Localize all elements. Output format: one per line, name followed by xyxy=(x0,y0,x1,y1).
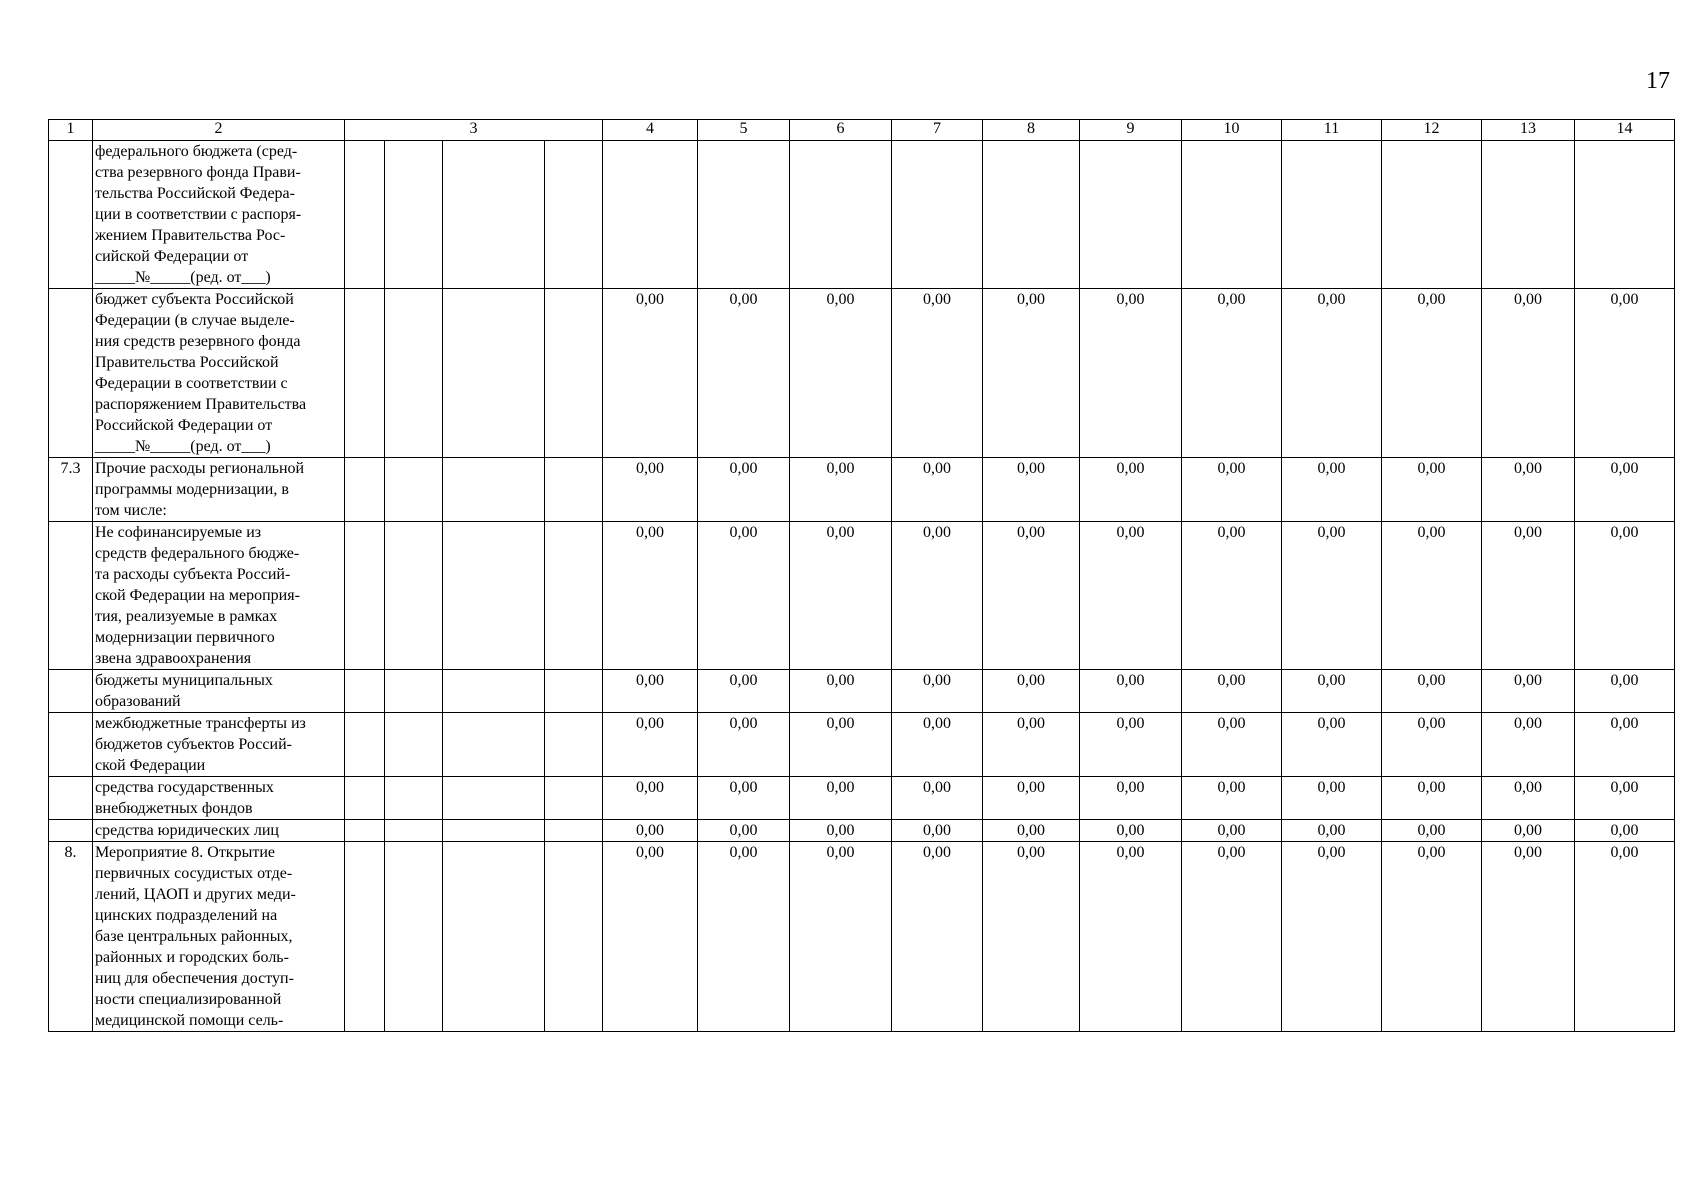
col3-subcell xyxy=(443,713,545,777)
value-cell: 0,00 xyxy=(1282,713,1382,777)
value-cell: 0,00 xyxy=(790,670,892,713)
description-line: распоряжением Правительства xyxy=(95,396,307,413)
value-cell xyxy=(698,141,790,289)
value-cell: 0,00 xyxy=(1282,777,1382,820)
value-cell xyxy=(1482,141,1575,289)
col3-subcell xyxy=(345,458,385,522)
description-line: межбюджетные трансферты из xyxy=(95,715,306,732)
value-cell: 0,00 xyxy=(698,842,790,1032)
description-line: Не софинансируемые из xyxy=(95,524,262,541)
value-cell: 0,00 xyxy=(1575,842,1675,1032)
description-line: образований xyxy=(95,693,181,710)
col3-subcell xyxy=(443,458,545,522)
value-cell: 0,00 xyxy=(1282,458,1382,522)
col3-subcell xyxy=(345,842,385,1032)
value-cell: 0,00 xyxy=(1482,777,1575,820)
table-row xyxy=(49,522,1675,670)
col3-subcell xyxy=(345,820,385,842)
description-line: сийской Федерации от xyxy=(95,248,249,265)
value-cell: 0,00 xyxy=(1080,713,1182,777)
value-cell: 0,00 xyxy=(603,777,698,820)
value-cell: 0,00 xyxy=(1382,522,1482,670)
description-line: модернизации первичного xyxy=(95,629,275,646)
value-cell: 0,00 xyxy=(1282,842,1382,1032)
value-cell: 0,00 xyxy=(698,522,790,670)
col3-subcell xyxy=(385,820,443,842)
value-cell: 0,00 xyxy=(1080,670,1182,713)
description-line: Российской Федерации от xyxy=(95,417,273,434)
header-cell: 3 xyxy=(345,120,603,141)
row-number xyxy=(49,522,93,670)
value-cell: 0,00 xyxy=(1382,842,1482,1032)
table-row xyxy=(49,670,1675,713)
value-cell: 0,00 xyxy=(892,713,983,777)
table-row xyxy=(49,289,1675,458)
description-line: базе центральных районных, xyxy=(95,928,293,945)
value-cell: 0,00 xyxy=(1080,820,1182,842)
table-row xyxy=(49,141,1675,289)
value-cell: 0,00 xyxy=(892,842,983,1032)
value-cell: 0,00 xyxy=(892,820,983,842)
value-cell: 0,00 xyxy=(1080,522,1182,670)
header-cell: 11 xyxy=(1282,120,1382,141)
description-line: Правительства Российской xyxy=(95,354,279,371)
description-line: ской Федерации xyxy=(95,757,206,774)
description-line: средств федерального бюдже- xyxy=(95,545,300,562)
col3-subcell xyxy=(443,522,545,670)
col3-subcell xyxy=(545,289,603,458)
col3-subcell xyxy=(443,670,545,713)
value-cell: 0,00 xyxy=(1182,522,1282,670)
value-cell: 0,00 xyxy=(983,670,1080,713)
description-line: жением Правительства Рос- xyxy=(95,227,286,244)
header-cell: 6 xyxy=(790,120,892,141)
row-number xyxy=(49,289,93,458)
description-line: средства государственных xyxy=(95,779,274,796)
value-cell: 0,00 xyxy=(698,458,790,522)
value-cell: 0,00 xyxy=(1182,842,1282,1032)
value-cell: 0,00 xyxy=(603,458,698,522)
value-cell: 0,00 xyxy=(1182,820,1282,842)
row-description xyxy=(93,777,345,820)
value-cell xyxy=(790,141,892,289)
col3-subcell xyxy=(545,458,603,522)
description-line: Федерации (в случае выделе- xyxy=(95,312,295,329)
value-cell: 0,00 xyxy=(983,458,1080,522)
value-cell: 0,00 xyxy=(892,458,983,522)
table-body xyxy=(49,120,1675,1032)
value-cell: 0,00 xyxy=(1575,522,1675,670)
description-line: ния средств резервного фонда xyxy=(95,333,301,350)
page-number: 17 xyxy=(1646,68,1670,94)
value-cell: 0,00 xyxy=(790,820,892,842)
header-cell: 10 xyxy=(1182,120,1282,141)
value-cell: 0,00 xyxy=(1382,458,1482,522)
value-cell xyxy=(1182,141,1282,289)
value-cell: 0,00 xyxy=(1382,820,1482,842)
value-cell: 0,00 xyxy=(983,820,1080,842)
col3-subcell xyxy=(385,842,443,1032)
description-line: медицинской помощи сель- xyxy=(95,1012,284,1029)
row-description xyxy=(93,141,345,289)
value-cell: 0,00 xyxy=(1482,713,1575,777)
description-line: бюджетов субъектов Россий- xyxy=(95,736,292,753)
col3-subcell xyxy=(345,713,385,777)
row-number: 8. xyxy=(49,842,93,1032)
value-cell: 0,00 xyxy=(1482,458,1575,522)
description-line: федерального бюджета (сред- xyxy=(95,143,298,160)
header-cell: 12 xyxy=(1382,120,1482,141)
header-cell: 1 xyxy=(49,120,93,141)
value-cell: 0,00 xyxy=(892,670,983,713)
value-cell: 0,00 xyxy=(1182,458,1282,522)
value-cell: 0,00 xyxy=(603,713,698,777)
description-line: бюджеты муниципальных xyxy=(95,672,273,689)
value-cell: 0,00 xyxy=(1482,670,1575,713)
value-cell: 0,00 xyxy=(1482,289,1575,458)
col3-subcell xyxy=(385,670,443,713)
header-cell: 8 xyxy=(983,120,1080,141)
col3-subcell xyxy=(545,713,603,777)
value-cell: 0,00 xyxy=(790,713,892,777)
description-line: первичных сосудистых отде- xyxy=(95,865,293,882)
value-cell xyxy=(1382,141,1482,289)
description-line: ции в соответствии с распоря- xyxy=(95,206,302,223)
col3-subcell xyxy=(345,141,385,289)
value-cell xyxy=(892,141,983,289)
row-number xyxy=(49,713,93,777)
value-cell: 0,00 xyxy=(1282,820,1382,842)
description-line: Прочие расходы региональной xyxy=(95,460,305,477)
value-cell: 0,00 xyxy=(1080,842,1182,1032)
value-cell: 0,00 xyxy=(892,289,983,458)
col3-subcell xyxy=(545,141,603,289)
description-line: лений, ЦАОП и других меди- xyxy=(95,886,296,903)
value-cell: 0,00 xyxy=(603,522,698,670)
col3-subcell xyxy=(385,458,443,522)
row-description xyxy=(93,289,345,458)
col3-subcell xyxy=(345,670,385,713)
col3-subcell xyxy=(443,777,545,820)
value-cell: 0,00 xyxy=(698,713,790,777)
value-cell: 0,00 xyxy=(1382,777,1482,820)
value-cell: 0,00 xyxy=(1282,670,1382,713)
description-line: внебюджетных фондов xyxy=(95,800,253,817)
value-cell: 0,00 xyxy=(1080,458,1182,522)
col3-subcell xyxy=(345,777,385,820)
description-line: цинских подразделений на xyxy=(95,907,278,924)
description-line: бюджет субъекта Российской xyxy=(95,291,294,308)
value-cell: 0,00 xyxy=(790,777,892,820)
description-line: ской Федерации на мероприя- xyxy=(95,587,300,604)
row-description xyxy=(93,458,345,522)
value-cell: 0,00 xyxy=(1382,713,1482,777)
value-cell: 0,00 xyxy=(892,522,983,670)
col3-subcell xyxy=(545,522,603,670)
description-line: ства резервного фонда Прави- xyxy=(95,164,301,181)
description-line: Мероприятие 8. Открытие xyxy=(95,844,275,861)
value-cell: 0,00 xyxy=(892,777,983,820)
description-line: том числе: xyxy=(95,502,167,519)
value-cell: 0,00 xyxy=(1482,522,1575,670)
value-cell: 0,00 xyxy=(983,713,1080,777)
value-cell: 0,00 xyxy=(790,458,892,522)
description-line: _____№_____(ред. от___) xyxy=(95,438,271,455)
value-cell: 0,00 xyxy=(603,289,698,458)
description-line: тельства Российской Федера- xyxy=(95,185,295,202)
value-cell: 0,00 xyxy=(603,842,698,1032)
value-cell: 0,00 xyxy=(603,820,698,842)
value-cell: 0,00 xyxy=(983,522,1080,670)
table-row xyxy=(49,842,1675,1032)
value-cell: 0,00 xyxy=(983,842,1080,1032)
description-line: тия, реализуемые в рамках xyxy=(95,608,278,625)
value-cell: 0,00 xyxy=(1575,289,1675,458)
row-description xyxy=(93,820,345,842)
header-cell: 13 xyxy=(1482,120,1575,141)
value-cell: 0,00 xyxy=(1282,289,1382,458)
header-cell: 4 xyxy=(603,120,698,141)
table-row xyxy=(49,713,1675,777)
value-cell: 0,00 xyxy=(1182,289,1282,458)
row-description xyxy=(93,522,345,670)
description-line: Федерации в соответствии с xyxy=(95,375,288,392)
value-cell: 0,00 xyxy=(698,777,790,820)
value-cell: 0,00 xyxy=(1182,777,1282,820)
col3-subcell xyxy=(345,289,385,458)
description-line: _____№_____(ред. от___) xyxy=(95,269,271,286)
value-cell: 0,00 xyxy=(1575,777,1675,820)
value-cell: 0,00 xyxy=(1575,820,1675,842)
header-row xyxy=(49,120,1675,141)
value-cell: 0,00 xyxy=(1182,713,1282,777)
value-cell: 0,00 xyxy=(1482,842,1575,1032)
col3-subcell xyxy=(385,777,443,820)
value-cell: 0,00 xyxy=(698,670,790,713)
value-cell: 0,00 xyxy=(790,522,892,670)
value-cell xyxy=(603,141,698,289)
description-line: та расходы субъекта Россий- xyxy=(95,566,291,583)
header-cell: 2 xyxy=(93,120,345,141)
value-cell: 0,00 xyxy=(1080,289,1182,458)
row-number xyxy=(49,777,93,820)
header-cell: 14 xyxy=(1575,120,1675,141)
col3-subcell xyxy=(443,141,545,289)
col3-subcell xyxy=(443,820,545,842)
table-row xyxy=(49,777,1675,820)
value-cell: 0,00 xyxy=(983,289,1080,458)
col3-subcell xyxy=(385,141,443,289)
col3-subcell xyxy=(385,713,443,777)
value-cell: 0,00 xyxy=(1482,820,1575,842)
col3-subcell xyxy=(385,522,443,670)
description-line: ности специализированной xyxy=(95,991,282,1008)
col3-subcell xyxy=(385,289,443,458)
header-cell: 5 xyxy=(698,120,790,141)
value-cell xyxy=(1282,141,1382,289)
row-description xyxy=(93,713,345,777)
value-cell: 0,00 xyxy=(983,777,1080,820)
value-cell xyxy=(1080,141,1182,289)
value-cell: 0,00 xyxy=(790,842,892,1032)
header-cell: 9 xyxy=(1080,120,1182,141)
col3-subcell xyxy=(443,289,545,458)
table-row xyxy=(49,820,1675,842)
description-line: районных и городских боль- xyxy=(95,949,289,966)
description-line: звена здравоохранения xyxy=(95,650,252,667)
col3-subcell xyxy=(545,777,603,820)
value-cell: 0,00 xyxy=(790,289,892,458)
col3-subcell xyxy=(545,842,603,1032)
value-cell: 0,00 xyxy=(1382,670,1482,713)
budget-table xyxy=(48,119,1675,1032)
row-description xyxy=(93,670,345,713)
row-number xyxy=(49,820,93,842)
value-cell: 0,00 xyxy=(1575,458,1675,522)
row-number xyxy=(49,141,93,289)
value-cell: 0,00 xyxy=(698,289,790,458)
row-description xyxy=(93,842,345,1032)
value-cell: 0,00 xyxy=(1575,713,1675,777)
col3-subcell xyxy=(545,820,603,842)
header-cell: 7 xyxy=(892,120,983,141)
col3-subcell xyxy=(443,842,545,1032)
description-line: программы модернизации, в xyxy=(95,481,289,498)
value-cell: 0,00 xyxy=(1382,289,1482,458)
col3-subcell xyxy=(345,522,385,670)
value-cell: 0,00 xyxy=(1182,670,1282,713)
description-line: средства юридических лиц xyxy=(95,822,279,839)
table-row xyxy=(49,458,1675,522)
value-cell xyxy=(1575,141,1675,289)
value-cell: 0,00 xyxy=(1575,670,1675,713)
value-cell: 0,00 xyxy=(698,820,790,842)
value-cell xyxy=(983,141,1080,289)
description-line: ниц для обеспечения доступ- xyxy=(95,970,294,987)
value-cell: 0,00 xyxy=(1282,522,1382,670)
value-cell: 0,00 xyxy=(603,670,698,713)
row-number: 7.3 xyxy=(49,458,93,522)
row-number xyxy=(49,670,93,713)
col3-subcell xyxy=(545,670,603,713)
value-cell: 0,00 xyxy=(1080,777,1182,820)
